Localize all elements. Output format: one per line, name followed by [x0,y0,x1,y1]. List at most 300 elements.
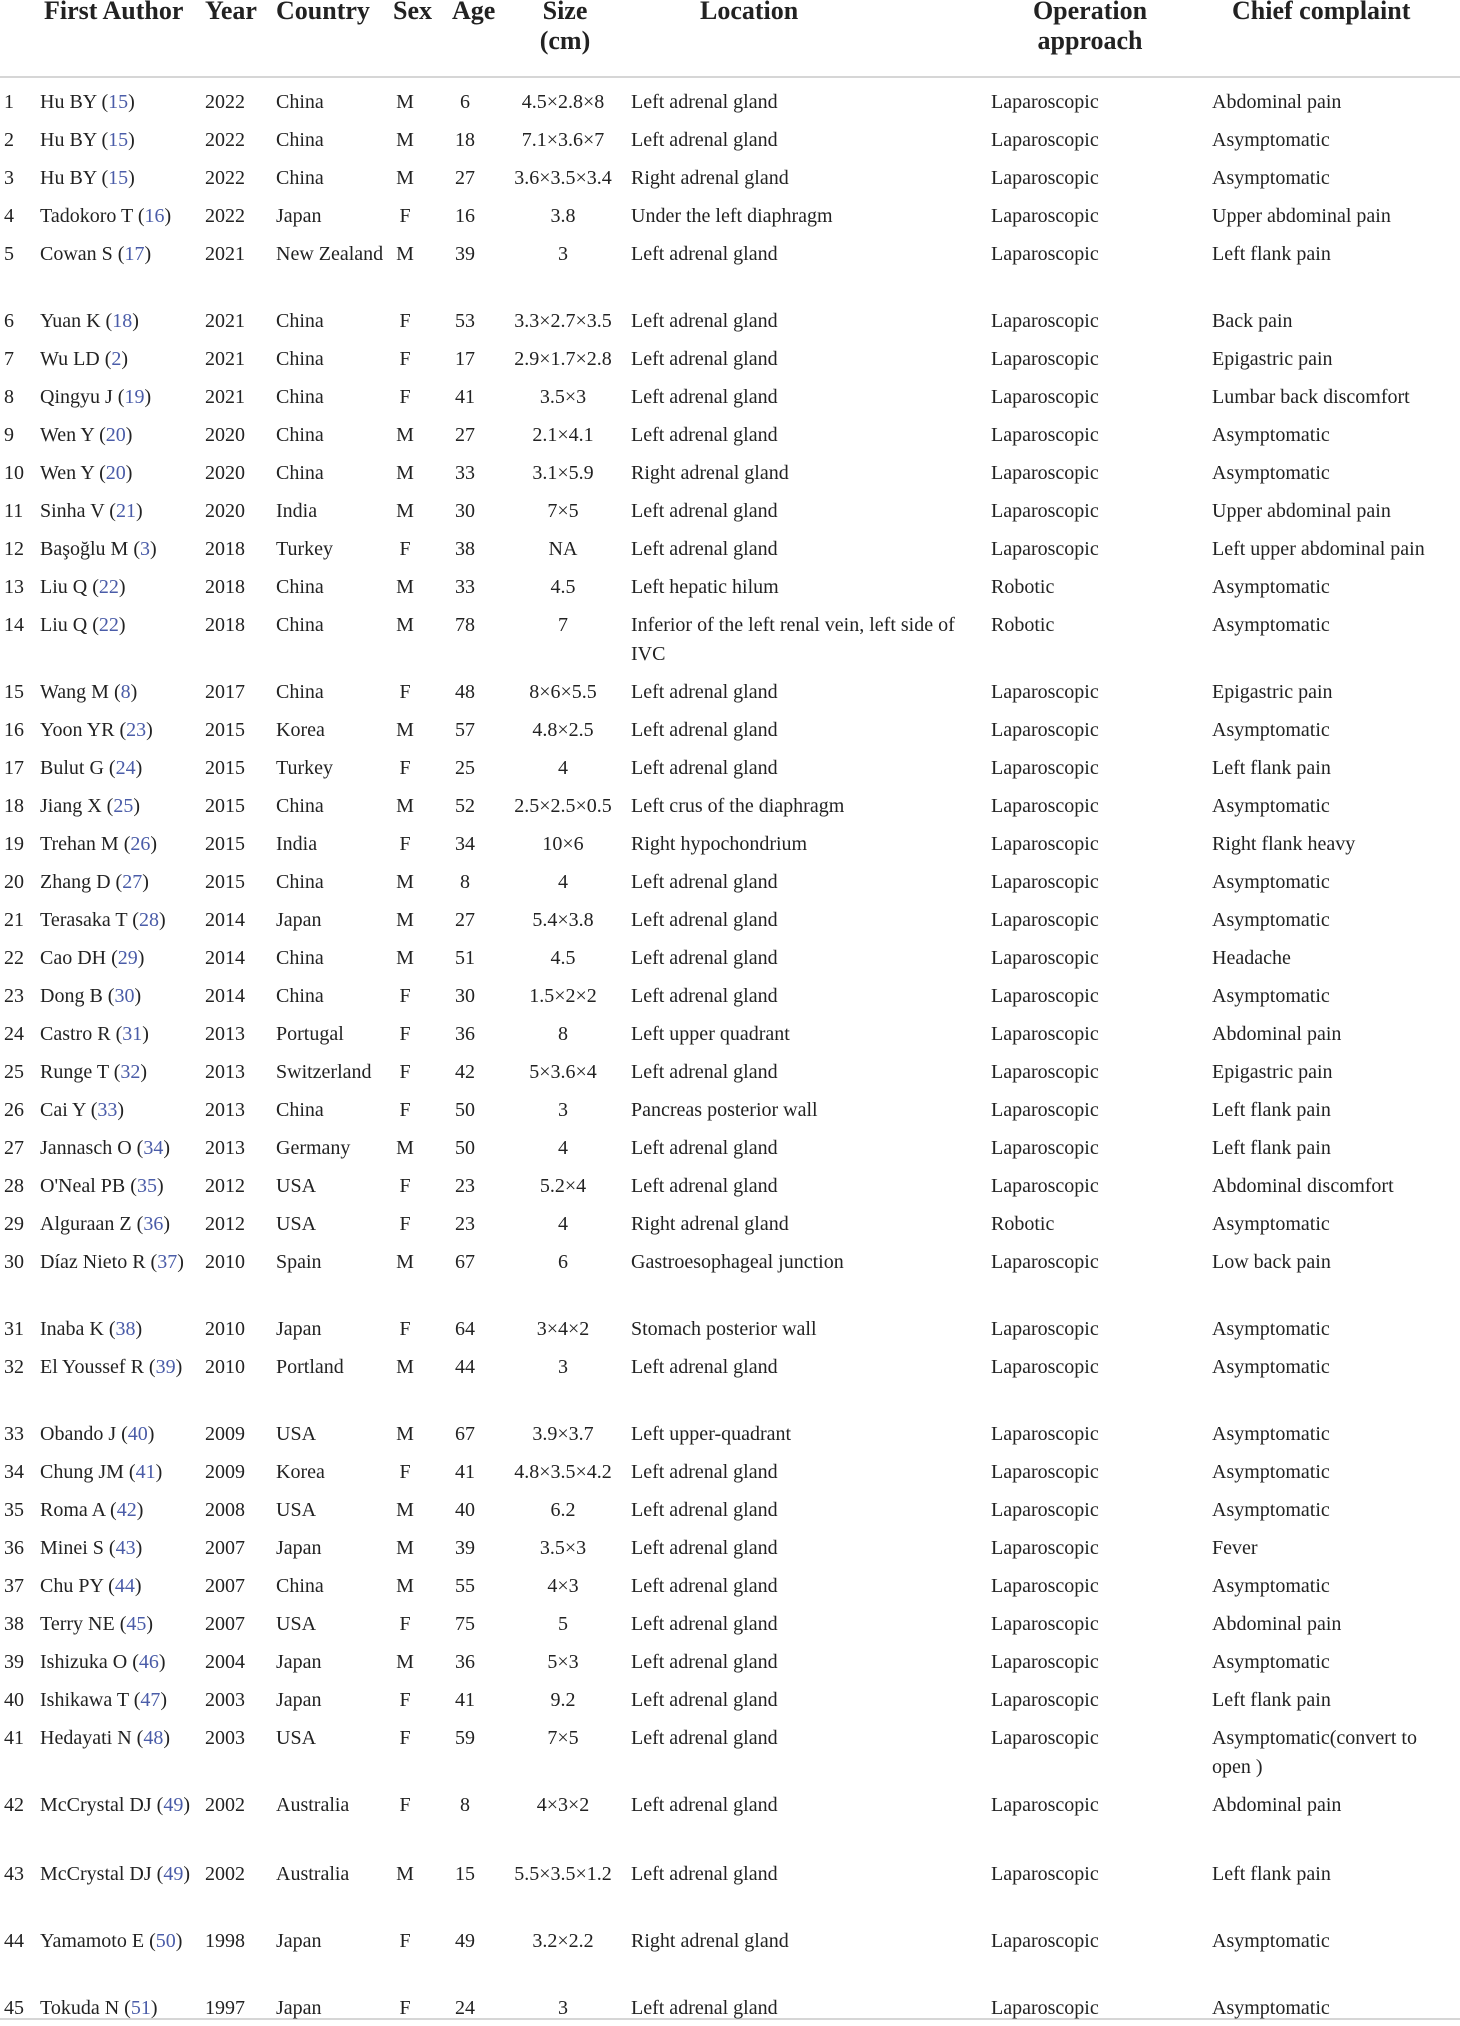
complaint-cell: Asymptomatic [1212,1423,1330,1445]
author-name: Cai Y [40,1099,86,1121]
age-cell: 25 [455,757,475,779]
sex-cell: F [399,1613,411,1635]
location-cell: Left adrenal gland [631,1356,778,1378]
reference-link[interactable]: 43 [115,1537,136,1559]
complaint-cell: Epigastric pain [1212,1061,1333,1083]
author-name: Başoğlu M [40,538,129,560]
sex-cell: M [396,1356,414,1378]
author-cell: Jiang X (25) [40,795,141,817]
year-cell: 2012 [205,1213,245,1235]
country-cell: Switzerland [276,1061,372,1083]
country-cell: USA [276,1727,317,1749]
reference-link[interactable]: 38 [115,1318,136,1340]
author-cell: Terasaka T (28) [40,909,166,931]
n-cell: 30 [4,1251,24,1273]
size-cell: 4 [558,1213,568,1235]
country-cell: China [276,129,324,151]
size-cell: 4.5×2.8×8 [521,91,605,113]
age-cell: 39 [455,243,475,265]
author-cell: Wang M (8) [40,681,138,703]
size-cell: 3 [558,243,568,265]
n-cell: 17 [4,757,24,779]
reference-link[interactable]: 23 [126,719,147,741]
sex-cell: M [396,243,414,265]
location-cell: Left adrenal gland [631,500,778,522]
sex-cell: M [396,614,414,636]
author-cell: Liu Q (22) [40,576,126,598]
country-cell: China [276,1575,324,1597]
n-cell: 3 [4,167,14,189]
reference-link[interactable]: 47 [140,1689,161,1711]
year-cell: 2015 [205,871,245,893]
size-cell: 3.5×3 [539,1537,587,1559]
author-name: Ishizuka O [40,1651,128,1673]
location-cell: Left adrenal gland [631,424,778,446]
location-cell: Left adrenal gland [631,1651,778,1673]
size-cell: 4 [558,1137,568,1159]
author-name: Hedayati N [40,1727,132,1749]
size-cell: 7×5 [547,1727,579,1749]
location-cell: Left adrenal gland [631,719,778,741]
location-cell: Left adrenal gland [631,91,778,113]
reference-link[interactable]: 3 [140,538,151,560]
sex-cell: M [396,1651,414,1673]
author-cell: Wen Y (20) [40,462,133,484]
reference-link[interactable]: 50 [155,1930,176,1952]
size-cell: 7 [558,614,568,636]
complaint-cell: Abdominal pain [1212,1794,1342,1816]
author-name: Sinha V [40,500,105,522]
op-cell: Laparoscopic [991,1794,1099,1816]
complaint-cell: Abdominal pain [1212,1023,1342,1045]
size-cell: 3×4×2 [536,1318,590,1340]
author-cell: Roma A (42) [40,1499,144,1521]
age-cell: 33 [455,576,475,598]
age-cell: 24 [455,1997,475,2019]
year-cell: 2009 [205,1461,245,1483]
age-cell: 39 [455,1537,475,1559]
sex-cell: M [396,1423,414,1445]
size-cell: 1.5×2×2 [529,985,597,1007]
country-cell: China [276,576,324,598]
year-cell: 2018 [205,576,245,598]
location-cell: Left adrenal gland [631,1461,778,1483]
age-cell: 16 [455,205,475,227]
country-cell: Korea [276,719,325,741]
op-cell: Laparoscopic [991,1651,1099,1673]
author-cell: Sinha V (21) [40,500,143,522]
author-cell: Minei S (43) [40,1537,143,1559]
reference-link[interactable]: 29 [117,947,138,969]
location-cell: Right hypochondrium [631,833,808,855]
location-cell: Left upper-quadrant [631,1423,792,1445]
size-cell: 3.6×3.5×3.4 [514,167,612,189]
reference-link[interactable]: 32 [120,1061,141,1083]
sex-cell: F [399,1461,411,1483]
n-cell: 25 [4,1061,24,1083]
complaint-cell: Left flank pain [1212,757,1331,779]
complaint-cell: Asymptomatic [1212,871,1330,893]
location-cell: Stomach posterior wall [631,1318,817,1340]
reference-link[interactable]: 17 [124,243,145,265]
author-name: Alguraan Z [40,1213,132,1235]
age-cell: 50 [455,1099,475,1121]
n-cell: 28 [4,1175,24,1197]
year-cell: 2020 [205,424,245,446]
reference-link[interactable]: 46 [138,1651,159,1673]
sex-cell: M [396,795,414,817]
sex-cell: F [399,1023,411,1045]
location-cell: Left adrenal gland [631,243,778,265]
sex-cell: F [399,1727,411,1749]
year-cell: 2012 [205,1175,245,1197]
reference-link[interactable]: 26 [130,833,151,855]
location-cell: Left adrenal gland [631,1997,778,2019]
author-name: Hu BY [40,91,97,113]
reference-link[interactable]: 51 [130,1997,151,2019]
op-cell: Laparoscopic [991,757,1099,779]
reference-link[interactable]: 41 [135,1461,156,1483]
n-cell: 10 [4,462,24,484]
author-name: Chu PY [40,1575,104,1597]
n-cell: 20 [4,871,24,893]
complaint-cell: Asymptomatic [1212,1575,1330,1597]
n-cell: 29 [4,1213,24,1235]
complaint-cell: Fever [1212,1537,1258,1559]
size-cell: 4×3×2 [536,1794,590,1816]
reference-link[interactable]: 24 [115,757,136,779]
location-cell: Right adrenal gland [631,167,789,189]
size-cell: 5.4×3.8 [532,909,594,931]
author-name: Cao DH [40,947,107,969]
author-name: Yoon YR [40,719,115,741]
column-header: Age [452,0,496,25]
size-cell: 4.5 [550,947,576,969]
complaint-cell: Asymptomatic [1212,1499,1330,1521]
size-cell: 3.5×3 [539,386,587,408]
op-cell: Laparoscopic [991,833,1099,855]
complaint-cell: Asymptomatic [1212,1930,1330,1952]
reference-link[interactable]: 30 [114,985,135,1007]
country-cell: Germany [276,1137,351,1159]
n-cell: 4 [4,205,14,227]
reference-link[interactable]: 22 [98,614,119,636]
reference-link[interactable]: 33 [97,1099,118,1121]
reference-link[interactable]: 35 [136,1175,157,1197]
column-header: Chief complaint [1232,0,1411,25]
year-cell: 2013 [205,1137,245,1159]
header-divider [0,76,1460,78]
author-cell: Hu BY (15) [40,167,135,189]
age-cell: 53 [455,310,475,332]
year-cell: 2020 [205,462,245,484]
location-cell: Left adrenal gland [631,1137,778,1159]
age-cell: 36 [455,1651,475,1673]
age-cell: 41 [455,1461,475,1483]
country-cell: China [276,947,324,969]
reference-link[interactable]: 48 [143,1727,164,1749]
author-name: Wen Y [40,462,95,484]
op-cell: Laparoscopic [991,91,1099,113]
reference-link[interactable]: 34 [143,1137,164,1159]
complaint-cell: Left flank pain [1212,243,1331,265]
op-cell: Laparoscopic [991,795,1099,817]
complaint-cell: Asymptomatic [1212,1356,1330,1378]
age-cell: 48 [455,681,475,703]
n-cell: 33 [4,1423,24,1445]
n-cell: 6 [4,310,14,332]
op-cell: Laparoscopic [991,719,1099,741]
author-name: Tadokoro T [40,205,133,227]
author-name: Cowan S [40,243,113,265]
age-cell: 55 [455,1575,475,1597]
n-cell: 37 [4,1575,24,1597]
reference-link[interactable]: 8 [120,681,131,703]
sex-cell: F [399,205,411,227]
year-cell: 2022 [205,129,245,151]
author-name: Hu BY [40,167,97,189]
age-cell: 30 [455,500,475,522]
n-cell: 19 [4,833,24,855]
age-cell: 6 [460,91,470,113]
author-cell: McCrystal DJ (49) [40,1794,191,1816]
age-cell: 59 [455,1727,475,1749]
age-cell: 78 [455,614,475,636]
op-cell: Laparoscopic [991,1318,1099,1340]
size-cell: 6.2 [550,1499,576,1521]
author-cell: Chung JM (41) [40,1461,163,1483]
age-cell: 41 [455,386,475,408]
location-cell: Gastroesophageal junction [631,1251,844,1273]
reference-link[interactable]: 31 [122,1023,143,1045]
author-cell: Terry NE (45) [40,1613,154,1635]
year-cell: 2021 [205,310,245,332]
year-cell: 2014 [205,985,245,1007]
size-cell: 3 [558,1099,568,1121]
size-cell: 4.5 [550,576,576,598]
location-cell: Left adrenal gland [631,1794,778,1816]
year-cell: 2007 [205,1575,245,1597]
author-cell: Wu LD (2) [40,348,129,370]
reference-link[interactable]: 49 [163,1794,184,1816]
reference-link[interactable]: 39 [155,1356,176,1378]
age-cell: 52 [455,795,475,817]
location-cell: Left adrenal gland [631,1537,778,1559]
sex-cell: M [396,909,414,931]
complaint-cell: Low back pain [1212,1251,1331,1273]
reference-link[interactable]: 15 [108,129,129,151]
year-cell: 2014 [205,909,245,931]
author-cell: Liu Q (22) [40,614,126,636]
size-cell: 2.5×2.5×0.5 [514,795,612,817]
author-name: Yuan K [40,310,101,332]
size-cell: 4×3 [547,1575,579,1597]
n-cell: 39 [4,1651,24,1673]
location-cell: Right adrenal gland [631,462,789,484]
location-cell: Left crus of the diaphragm [631,795,845,817]
country-cell: China [276,348,324,370]
location-cell: Left adrenal gland [631,947,778,969]
sex-cell: M [396,947,414,969]
reference-link[interactable]: 20 [105,462,126,484]
author-name: Díaz Nieto R [40,1251,146,1273]
location-cell: Left adrenal gland [631,681,778,703]
complaint-cell: Headache [1212,947,1291,969]
location-cell: Left adrenal gland [631,1863,778,1885]
op-cell: Laparoscopic [991,167,1099,189]
sex-cell: F [399,1794,411,1816]
country-cell: Japan [276,205,322,227]
size-cell: 2.9×1.7×2.8 [514,348,612,370]
location-cell: Left adrenal gland [631,871,778,893]
reference-link[interactable]: 15 [108,91,129,113]
sex-cell: M [396,1137,414,1159]
year-cell: 2022 [205,205,245,227]
author-cell: McCrystal DJ (49) [40,1863,191,1885]
complaint-cell: Asymptomatic [1212,462,1330,484]
year-cell: 2004 [205,1651,245,1673]
sex-cell: M [396,462,414,484]
author-cell: Díaz Nieto R (37) [40,1251,184,1273]
country-cell: India [276,500,318,522]
sex-cell: M [396,1575,414,1597]
size-cell: 6 [558,1251,568,1273]
size-cell: 8 [558,1023,568,1045]
sex-cell: F [399,386,411,408]
reference-link[interactable]: 21 [115,500,136,522]
author-cell: Trehan M (26) [40,833,158,855]
country-cell: Japan [276,1689,322,1711]
reference-link[interactable]: 15 [108,167,129,189]
author-name: Zhang D [40,871,111,893]
op-cell: Robotic [991,1213,1055,1235]
reference-link[interactable]: 16 [144,205,165,227]
complaint-cell: Asymptomatic [1212,167,1330,189]
n-cell: 42 [4,1794,24,1816]
year-cell: 2013 [205,1099,245,1121]
op-cell: Laparoscopic [991,1727,1099,1749]
author-cell: Cowan S (17) [40,243,152,265]
reference-link[interactable]: 2 [111,348,122,370]
age-cell: 17 [455,348,475,370]
age-cell: 34 [455,833,475,855]
location-cell: Left adrenal gland [631,757,778,779]
author-cell: Wen Y (20) [40,424,133,446]
complaint-cell: Asymptomatic [1212,1213,1330,1235]
sex-cell: M [396,129,414,151]
reference-link[interactable]: 42 [116,1499,137,1521]
reference-link[interactable]: 37 [157,1251,178,1273]
op-cell: Laparoscopic [991,1537,1099,1559]
country-cell: Japan [276,1997,322,2019]
country-cell: USA [276,1423,317,1445]
op-cell: Laparoscopic [991,1356,1099,1378]
reference-link[interactable]: 36 [143,1213,164,1235]
op-cell: Robotic [991,614,1055,636]
reference-link[interactable]: 22 [98,576,119,598]
size-cell: 5 [558,1613,568,1635]
author-cell: Cai Y (33) [40,1099,125,1121]
n-cell: 15 [4,681,24,703]
complaint-cell: Left flank pain [1212,1689,1331,1711]
n-cell: 36 [4,1537,24,1559]
author-cell: Chu PY (44) [40,1575,142,1597]
n-cell: 8 [4,386,14,408]
complaint-cell: Left upper abdominal pain [1212,538,1425,560]
complaint-cell: Epigastric pain [1212,348,1333,370]
age-cell: 42 [455,1061,475,1083]
n-cell: 1 [4,91,14,113]
op-cell: Laparoscopic [991,129,1099,151]
op-cell: Laparoscopic [991,1613,1099,1635]
n-cell: 31 [4,1318,24,1340]
reference-link[interactable]: 19 [124,386,145,408]
country-cell: China [276,614,324,636]
author-name: Tokuda N [40,1997,120,2019]
reference-link[interactable]: 28 [138,909,159,931]
reference-link[interactable]: 44 [114,1575,135,1597]
author-name: Wang M [40,681,109,703]
country-cell: China [276,681,324,703]
n-cell: 32 [4,1356,24,1378]
reference-link[interactable]: 27 [122,871,143,893]
n-cell: 16 [4,719,24,741]
reference-link[interactable]: 40 [127,1423,148,1445]
n-cell: 27 [4,1137,24,1159]
country-cell: Japan [276,1537,322,1559]
op-cell: Laparoscopic [991,985,1099,1007]
reference-link[interactable]: 25 [113,795,134,817]
age-cell: 27 [455,424,475,446]
n-cell: 23 [4,985,24,1007]
author-name: Chung JM [40,1461,124,1483]
reference-link[interactable]: 20 [105,424,126,446]
author-cell: Bulut G (24) [40,757,143,779]
reference-link[interactable]: 45 [126,1613,147,1635]
author-name: Trehan M [40,833,119,855]
location-cell: Left adrenal gland [631,1689,778,1711]
age-cell: 49 [455,1930,475,1952]
reference-link[interactable]: 18 [112,310,133,332]
sex-cell: F [399,1099,411,1121]
complaint-cell: Upper abdominal pain [1212,205,1391,227]
year-cell: 2022 [205,167,245,189]
size-cell: 5.5×3.5×1.2 [514,1863,612,1885]
author-name: Bulut G [40,757,104,779]
country-cell: China [276,462,324,484]
author-name: Wen Y [40,424,95,446]
sex-cell: F [399,681,411,703]
sex-cell: F [399,757,411,779]
size-cell: 3.9×3.7 [532,1423,594,1445]
n-cell: 26 [4,1099,24,1121]
n-cell: 7 [4,348,14,370]
country-cell: Spain [276,1251,322,1273]
sex-cell: M [396,576,414,598]
location-cell: Left adrenal gland [631,1499,778,1521]
country-cell: China [276,386,324,408]
author-name: Inaba K [40,1318,104,1340]
op-cell: Laparoscopic [991,909,1099,931]
year-cell: 2002 [205,1794,245,1816]
author-cell: Hu BY (15) [40,91,135,113]
op-cell: Laparoscopic [991,947,1099,969]
reference-link[interactable]: 49 [163,1863,184,1885]
country-cell: Japan [276,1651,322,1673]
author-name: Obando J [40,1423,117,1445]
age-cell: 15 [455,1863,475,1885]
sex-cell: M [396,424,414,446]
